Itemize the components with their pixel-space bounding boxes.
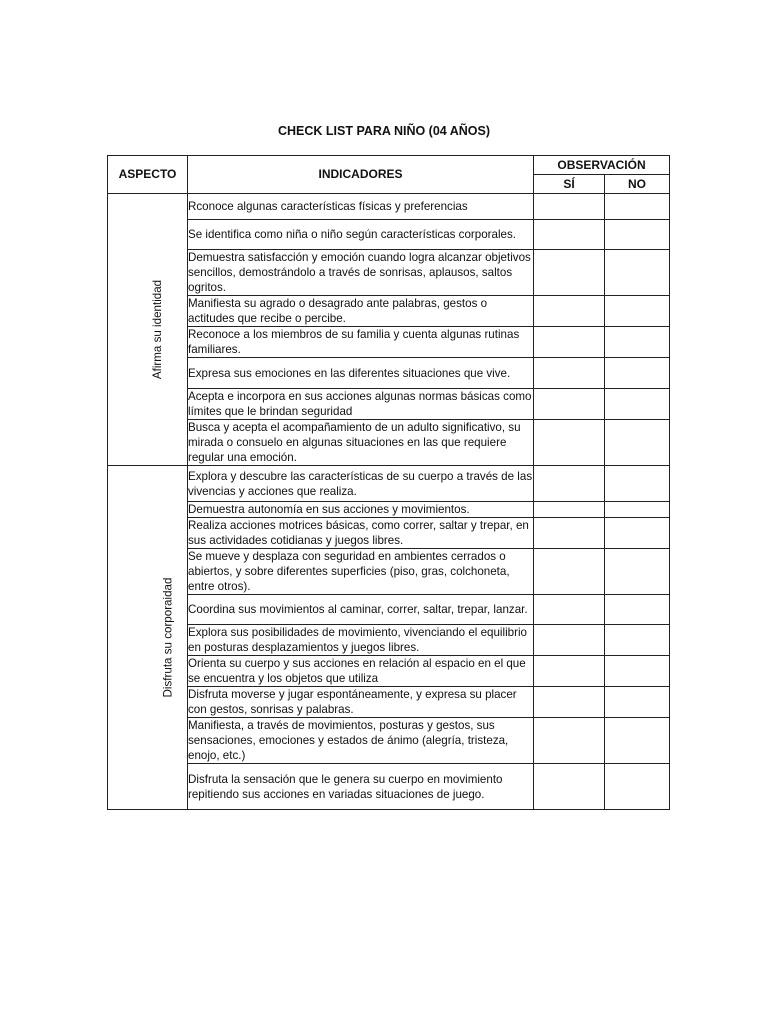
checkbox-yes-cell[interactable] xyxy=(534,466,605,502)
table-row xyxy=(108,595,670,625)
checklist-table xyxy=(107,155,670,810)
indicator-cell: Explora sus posibilidades de movimiento, vivenciando el equilibrio en posturas desplazamientos y juegos libres. xyxy=(188,625,534,656)
checklist-body xyxy=(108,194,670,810)
indicator-cell: Manifiesta, a través de movimientos, posturas y gestos, sus sensaciones, emociones y estados de ánimo (alegría, tristeza, enojo, etc.) xyxy=(188,718,534,764)
checkbox-no-cell[interactable] xyxy=(605,595,670,625)
checkbox-no-cell[interactable] xyxy=(605,718,670,764)
checkbox-yes-cell[interactable] xyxy=(534,625,605,656)
indicator-cell: Se mueve y desplaza con seguridad en ambientes cerrados o abiertos, y sobre diferentes superficies (piso, gras, colchoneta, entre otros). xyxy=(188,549,534,595)
table-row xyxy=(108,194,670,220)
table-row xyxy=(108,327,670,358)
indicator-cell: Manifiesta su agrado o desagrado ante palabras, gestos o actitudes que recibe o percibe. xyxy=(188,296,534,327)
table-row xyxy=(108,518,670,549)
checkbox-yes-cell[interactable] xyxy=(534,502,605,518)
indicator-cell: Disfruta moverse y jugar espontáneamente, y expresa su placer con gestos, sonrisas y palabras. xyxy=(188,687,534,718)
checkbox-yes-cell[interactable] xyxy=(534,656,605,687)
indicator-cell: Se identifica como niña o niño según características corporales. xyxy=(188,220,534,250)
table-row xyxy=(108,687,670,718)
aspect-label: Afirma su identidad xyxy=(151,279,165,380)
indicator-cell: Expresa sus emociones en las diferentes situaciones que vive. xyxy=(188,358,534,389)
table-row xyxy=(108,389,670,420)
indicator-cell: Reconoce a los miembros de su familia y cuenta algunas rutinas familiares. xyxy=(188,327,534,358)
table-row xyxy=(108,625,670,656)
checkbox-no-cell[interactable] xyxy=(605,466,670,502)
checkbox-no-cell[interactable] xyxy=(605,764,670,810)
checkbox-yes-cell[interactable] xyxy=(534,718,605,764)
checkbox-yes-cell[interactable] xyxy=(534,358,605,389)
table-row xyxy=(108,764,670,810)
checkbox-no-cell[interactable] xyxy=(605,687,670,718)
checkbox-no-cell[interactable] xyxy=(605,656,670,687)
header-indicators: INDICADORES xyxy=(188,156,534,194)
header-observation: OBSERVACIÓN xyxy=(534,156,670,175)
table-row xyxy=(108,296,670,327)
checkbox-yes-cell[interactable] xyxy=(534,389,605,420)
table-row xyxy=(108,549,670,595)
indicator-cell: Coordina sus movimientos al caminar, correr, saltar, trepar, lanzar. xyxy=(188,595,534,625)
indicator-cell: Busca y acepta el acompañamiento de un adulto significativo, su mirada o consuelo en algunas situaciones en las que requiere regular una emoción. xyxy=(188,420,534,466)
header-no: NO xyxy=(605,175,670,194)
checkbox-yes-cell[interactable] xyxy=(534,296,605,327)
checkbox-yes-cell[interactable] xyxy=(534,687,605,718)
checkbox-no-cell[interactable] xyxy=(605,502,670,518)
checkbox-no-cell[interactable] xyxy=(605,194,670,220)
checkbox-yes-cell[interactable] xyxy=(534,549,605,595)
checkbox-yes-cell[interactable] xyxy=(534,764,605,810)
table-row xyxy=(108,466,670,502)
table-row xyxy=(108,656,670,687)
checkbox-no-cell[interactable] xyxy=(605,250,670,296)
indicator-cell: Explora y descubre las características de su cuerpo a través de las vivencias y acciones que realiza. xyxy=(188,466,534,502)
aspect-cell xyxy=(108,194,188,466)
checkbox-no-cell[interactable] xyxy=(605,549,670,595)
table-row xyxy=(108,718,670,764)
indicator-cell: Acepta e incorpora en sus acciones algunas normas básicas como límites que le brindan seguridad xyxy=(188,390,532,418)
checkbox-yes-cell[interactable] xyxy=(534,194,605,220)
indicator-cell: Demuestra autonomía en sus acciones y movimientos. xyxy=(188,502,534,518)
aspect-cell xyxy=(108,466,188,810)
table-row xyxy=(108,250,670,296)
header-yes: SÍ xyxy=(534,175,605,194)
checkbox-yes-cell[interactable] xyxy=(534,250,605,296)
table-row xyxy=(108,358,670,389)
checkbox-yes-cell[interactable] xyxy=(534,220,605,250)
checkbox-no-cell[interactable] xyxy=(605,518,670,549)
table-row xyxy=(108,420,670,466)
checkbox-yes-cell[interactable] xyxy=(534,420,605,466)
aspect-label: Disfruta su corporaidad xyxy=(161,577,175,698)
checkbox-no-cell[interactable] xyxy=(605,625,670,656)
checkbox-no-cell[interactable] xyxy=(605,296,670,327)
indicator-cell: Orienta su cuerpo y sus acciones en relación al espacio en el que se encuentra y los objetos que utiliza xyxy=(188,656,534,687)
checkbox-no-cell[interactable] xyxy=(605,220,670,250)
page-title: CHECK LIST PARA NIÑO (04 AÑOS) xyxy=(277,124,491,138)
indicator-cell: Demuestra satisfacción y emoción cuando logra alcanzar objetivos sencillos, demostrándolo a través de sonrisas, aplausos, saltos ogritos. xyxy=(188,250,534,296)
checkbox-yes-cell[interactable] xyxy=(534,327,605,358)
header-aspect: ASPECTO xyxy=(108,156,188,194)
indicator-cell: Realiza acciones motrices básicas, como correr, saltar y trepar, en sus actividades cotidianas y juegos libres. xyxy=(188,518,534,549)
indicator-cell: Rconoce algunas características físicas y preferencias xyxy=(188,194,534,220)
checkbox-no-cell[interactable] xyxy=(605,358,670,389)
checkbox-no-cell[interactable] xyxy=(605,389,670,420)
checkbox-no-cell[interactable] xyxy=(605,327,670,358)
checkbox-yes-cell[interactable] xyxy=(534,595,605,625)
table-row xyxy=(108,220,670,250)
checkbox-no-cell[interactable] xyxy=(605,420,670,466)
indicator-cell: Disfruta la sensación que le genera su cuerpo en movimiento repitiendo sus acciones en variadas situaciones de juego. xyxy=(188,764,534,810)
table-row xyxy=(108,502,670,518)
checkbox-yes-cell[interactable] xyxy=(534,518,605,549)
